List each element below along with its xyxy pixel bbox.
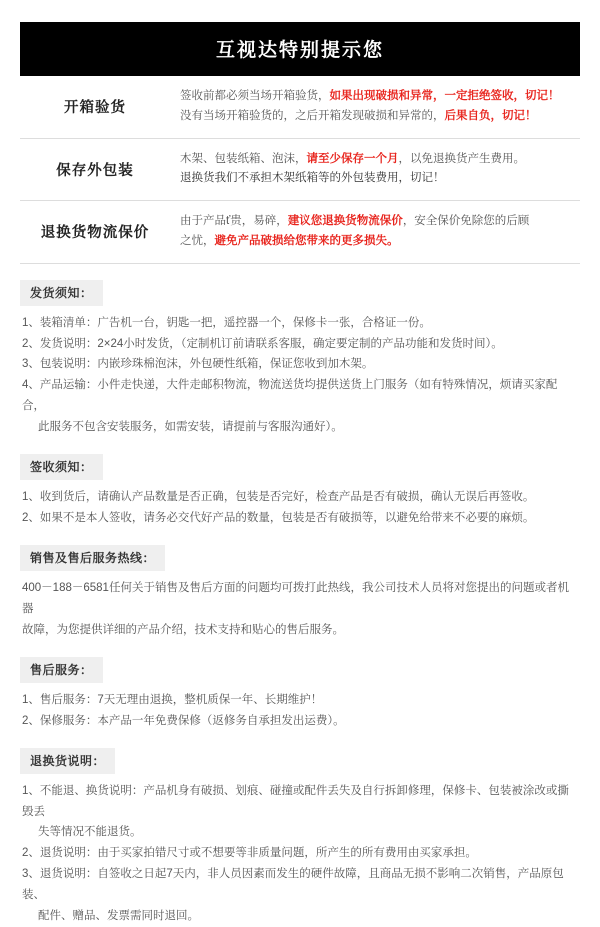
- section-receiving: [20, 454, 580, 529]
- section-title: 签收须知：: [20, 454, 103, 480]
- section-line: 1、不能退、换货说明：产品机身有破损、划痕、碰撞或配件丢失及自行拆卸修理，保修卡、包装被涂改或撕毁丢: [22, 784, 569, 818]
- section-line: 1、收到货后，请确认产品数量是否正确，包装是否完好，检查产品是否有破损，确认无误后再签收。: [22, 491, 535, 504]
- notice-row-body: [170, 76, 580, 138]
- section-body: [20, 313, 580, 439]
- notice-row-label: 保存外包装: [20, 138, 170, 201]
- notice-text: 退换货我们不承担木架纸箱等的外包装费用，切记！: [180, 172, 445, 185]
- section-line: 1、装箱清单：广告机一台，钥匙一把，遥控器一个，保修卡一张，合格证一份。: [22, 316, 431, 329]
- section-line: 4、产品运输：小件走快递，大件走邮积物流，物流送货均提供送货上门服务（如有特殊情况，烦请买家配合，: [22, 379, 558, 413]
- section-line: 3、退货说明：自签收之日起7天内，非人员因素而发生的硬件故障，且商品无损不影响二次销售，产品原包装、: [22, 868, 564, 902]
- section-after-sales: [20, 657, 580, 732]
- section-line: 2、退货说明：由于买家拍错尺寸或不想要等非质量问题，所产生的所有费用由买家承担。: [22, 847, 477, 860]
- section-line: 故障，为您提供详细的产品介绍，技术支持和贴心的售后服务。: [22, 623, 344, 636]
- section-line: 2、发货说明：2×24小时发货，（定制机订前请联系客服，确定要定制的产品功能和发货时间）。: [22, 337, 503, 350]
- notice-row-label: 开箱验货: [20, 76, 170, 138]
- notice-highlight: 请至少保存一个月: [306, 152, 399, 165]
- section-body: [20, 690, 580, 732]
- notice-highlight: 后果自负，切记！: [444, 109, 537, 122]
- section-title: 退换货说明：: [20, 748, 115, 774]
- section-hotline: [20, 545, 580, 641]
- notice-text: 木架、包装纸箱、泡沫，: [180, 152, 307, 165]
- section-body: [20, 781, 580, 927]
- section-shipping: [20, 280, 580, 439]
- section-title: 售后服务：: [20, 657, 103, 683]
- section-body: [20, 487, 580, 529]
- table-row: [20, 201, 580, 264]
- notice-text: ，以免退换货产生费用。: [398, 152, 525, 165]
- notice-row-body: [170, 201, 580, 264]
- notice-row-label: 退换货物流保价: [20, 201, 170, 264]
- table-row: [20, 138, 580, 201]
- section-line: 2、保修服务：本产品一年免费保修（返修务自承担发出运费）。: [22, 714, 345, 727]
- notice-banner-title: 互视达特别提示您: [20, 22, 580, 76]
- notice-text: 之忧，: [180, 234, 215, 247]
- notice-highlight: 避免产品破损给您带来的更多损失。: [214, 234, 399, 247]
- notice-highlight: 建议您退换货物流保价: [287, 215, 403, 228]
- section-body: [20, 578, 580, 641]
- notice-text: ，安全保价免除您的后顾: [402, 215, 530, 228]
- notice-row-body: [170, 138, 580, 201]
- section-line: 1、售后服务：7天无理由退换，整机质保一年、长期维护！: [22, 693, 323, 706]
- notice-text: 由于产品ť贵，易碎，: [180, 215, 288, 228]
- notice-highlight: 如果出现破损和异常，一定拒绝签收，切记！: [329, 90, 560, 102]
- notice-table: [20, 76, 580, 264]
- section-line: 400－188－6581任何关于销售及售后方面的问题均可拨打此热线，我公司技术人员将对您提出的问题或者机器: [22, 581, 569, 615]
- notice-text: 签收前都必须当场开箱验货，: [180, 90, 330, 102]
- notice-text: 没有当场开箱验货的，之后开箱发现破损和异常的，: [180, 109, 445, 122]
- section-line: 2、如果不是本人签收，请务必交代好产品的数量，包装是否有破损等，以避免给带来不必要的麻烦。: [22, 512, 535, 525]
- section-line: 失等情况不能退货。: [38, 826, 142, 839]
- section-returns: [20, 748, 580, 927]
- section-title: 销售及售后服务热线：: [20, 545, 165, 571]
- table-row: [20, 76, 580, 138]
- section-line: 配件、赠品、发票需同时退回。: [38, 910, 199, 923]
- section-title: 发货须知：: [20, 280, 103, 306]
- section-line: 3、包装说明：内嵌珍珠棉泡沫，外包硬性纸箱，保证您收到加木架。: [22, 358, 374, 371]
- section-line: 此服务不包含安装服务，如需安装，请提前与客服沟通好）。: [38, 421, 343, 434]
